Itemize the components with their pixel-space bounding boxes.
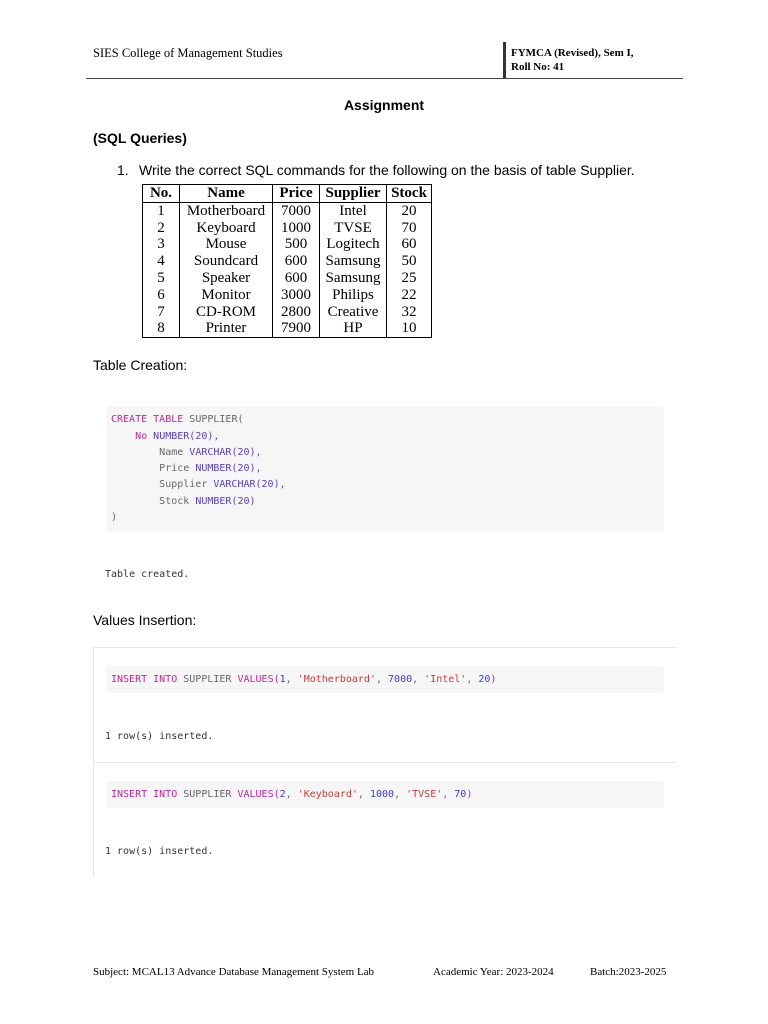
- insert-statement-1: [106, 666, 664, 693]
- table-created-output: Table created.: [105, 569, 190, 580]
- table-cell: 500: [273, 236, 320, 253]
- code-string: 'TVSE': [406, 789, 443, 800]
- code-identifier: SUPPLIER: [183, 789, 232, 800]
- row-inserted-output: 1 row(s) inserted.: [105, 731, 214, 742]
- table-cell: 7900: [273, 320, 320, 337]
- code-column: Stock: [159, 496, 190, 507]
- code-line: [111, 414, 243, 426]
- column-header: Name: [180, 185, 273, 203]
- table-row: [143, 304, 432, 321]
- code-line: [111, 463, 262, 475]
- table-cell: CD-ROM: [180, 304, 273, 321]
- code-type: VARCHAR(20),: [189, 447, 262, 458]
- code-keyword: INSERT INTO: [111, 789, 178, 800]
- code-type: NUMBER(20),: [153, 431, 220, 442]
- table-cell: 600: [273, 253, 320, 270]
- table-cell: Samsung: [320, 270, 387, 287]
- insert-statement-2: [106, 781, 664, 808]
- code-column: Price: [159, 463, 190, 474]
- table-cell: 3000: [273, 287, 320, 304]
- code-number: 1000: [369, 789, 395, 800]
- question-number: 1.: [117, 162, 129, 178]
- code-keyword: INSERT INTO: [111, 674, 178, 685]
- code-paren: ): [466, 789, 473, 800]
- code-line: [111, 512, 117, 524]
- code-type: VARCHAR(20),: [213, 479, 286, 490]
- table-cell: 7000: [273, 202, 320, 219]
- column-header: No.: [143, 185, 180, 203]
- header-course: FYMCA (Revised), Sem I,: [511, 47, 634, 59]
- table-row: [143, 202, 432, 219]
- code-line: [111, 431, 219, 443]
- header-course-info: [511, 46, 634, 74]
- table-cell: 10: [387, 320, 432, 337]
- column-header: Stock: [387, 185, 432, 203]
- table-cell: Logitech: [320, 236, 387, 253]
- code-paren: ): [111, 512, 118, 523]
- table-cell: 3: [143, 236, 180, 253]
- table-cell: 4: [143, 253, 180, 270]
- column-header: Supplier: [320, 185, 387, 203]
- table-cell: Samsung: [320, 253, 387, 270]
- question-1: [117, 162, 635, 178]
- code-keyword: CREATE: [111, 414, 148, 425]
- output-panel-divider: [93, 762, 676, 763]
- table-cell: 25: [387, 270, 432, 287]
- header-roll-number: Roll No: 41: [511, 61, 565, 73]
- code-column: Name: [159, 447, 184, 458]
- code-identifier: SUPPLIER: [183, 674, 232, 685]
- values-insertion-heading: Values Insertion:: [93, 612, 197, 628]
- code-number: 7000: [388, 674, 413, 685]
- table-cell: Soundcard: [180, 253, 273, 270]
- code-string: 'Intel': [424, 674, 467, 685]
- table-cell: 70: [387, 220, 432, 237]
- header-rule: [86, 78, 683, 79]
- code-line: [111, 447, 262, 459]
- table-cell: 5: [143, 270, 180, 287]
- footer-batch: Batch:2023-2025: [590, 966, 667, 978]
- code-type: NUMBER(20): [195, 496, 256, 507]
- table-cell: 2: [143, 220, 180, 237]
- section-label: (SQL Queries): [93, 130, 187, 146]
- footer-subject: Subject: MCAL13 Advance Database Management System Lab: [93, 966, 375, 978]
- table-cell: 22: [387, 287, 432, 304]
- table-cell: 6: [143, 287, 180, 304]
- table-row: [143, 236, 432, 253]
- table-row: [143, 253, 432, 270]
- code-paren: ): [490, 674, 497, 685]
- table-cell: Philips: [320, 287, 387, 304]
- table-row: [143, 220, 432, 237]
- table-header-row: [143, 185, 432, 203]
- code-number: 20: [478, 674, 491, 685]
- code-number: 70: [454, 789, 467, 800]
- table-row: [143, 270, 432, 287]
- code-keyword: TABLE: [153, 414, 184, 425]
- table-cell: HP: [320, 320, 387, 337]
- document-title: Assignment: [343, 97, 425, 113]
- code-function: VALUES(: [237, 789, 280, 800]
- code-string: 'Motherboard': [297, 674, 376, 685]
- table-cell: 20: [387, 202, 432, 219]
- code-line: [111, 496, 256, 508]
- table-cell: 1000: [273, 220, 320, 237]
- output-panel-divider: [93, 647, 676, 648]
- table-cell: 50: [387, 253, 432, 270]
- table-cell: Creative: [320, 304, 387, 321]
- question-text: Write the correct SQL commands for the following on the basis of table Supplier.: [139, 162, 635, 178]
- code-function: VALUES(: [237, 674, 280, 685]
- code-line: INSERT INTO SUPPLIER VALUES(2, 'Keyboard', 1000, 'TVSE', 70): [111, 789, 473, 800]
- table-cell: Keyboard: [180, 220, 273, 237]
- create-table-code-block: [106, 406, 664, 532]
- table-cell: 60: [387, 236, 432, 253]
- table-row: [143, 320, 432, 337]
- table-cell: TVSE: [320, 220, 387, 237]
- column-header: Price: [273, 185, 320, 203]
- table-cell: Monitor: [180, 287, 273, 304]
- footer-academic-year: Academic Year: 2023-2024: [433, 966, 554, 978]
- table-cell: 600: [273, 270, 320, 287]
- header-divider: [503, 42, 506, 78]
- supplier-table: [142, 184, 432, 338]
- table-cell: Intel: [320, 202, 387, 219]
- row-inserted-output: 1 row(s) inserted.: [105, 846, 214, 857]
- page-footer: [93, 966, 666, 978]
- header-institution: SIES College of Management Studies: [93, 46, 283, 60]
- code-line: INSERT INTO SUPPLIER VALUES(1, 'Motherboard', 7000, 'Intel', 20): [111, 674, 497, 685]
- code-identifier: SUPPLIER(: [189, 414, 244, 425]
- code-number: 1: [279, 674, 286, 685]
- code-column: No: [135, 431, 148, 442]
- table-cell: Speaker: [180, 270, 273, 287]
- table-creation-heading: Table Creation:: [93, 357, 188, 373]
- table-cell: 32: [387, 304, 432, 321]
- code-string: 'Keyboard': [297, 789, 358, 800]
- table-cell: Mouse: [180, 236, 273, 253]
- table-cell: Motherboard: [180, 202, 273, 219]
- code-column: Supplier: [159, 479, 208, 490]
- table-cell: 1: [143, 202, 180, 219]
- table-row: [143, 287, 432, 304]
- code-type: NUMBER(20),: [195, 463, 262, 474]
- table-cell: 8: [143, 320, 180, 337]
- code-line: [111, 479, 286, 491]
- code-number: 2: [279, 789, 286, 800]
- table-cell: Printer: [180, 320, 273, 337]
- table-cell: 2800: [273, 304, 320, 321]
- table-cell: 7: [143, 304, 180, 321]
